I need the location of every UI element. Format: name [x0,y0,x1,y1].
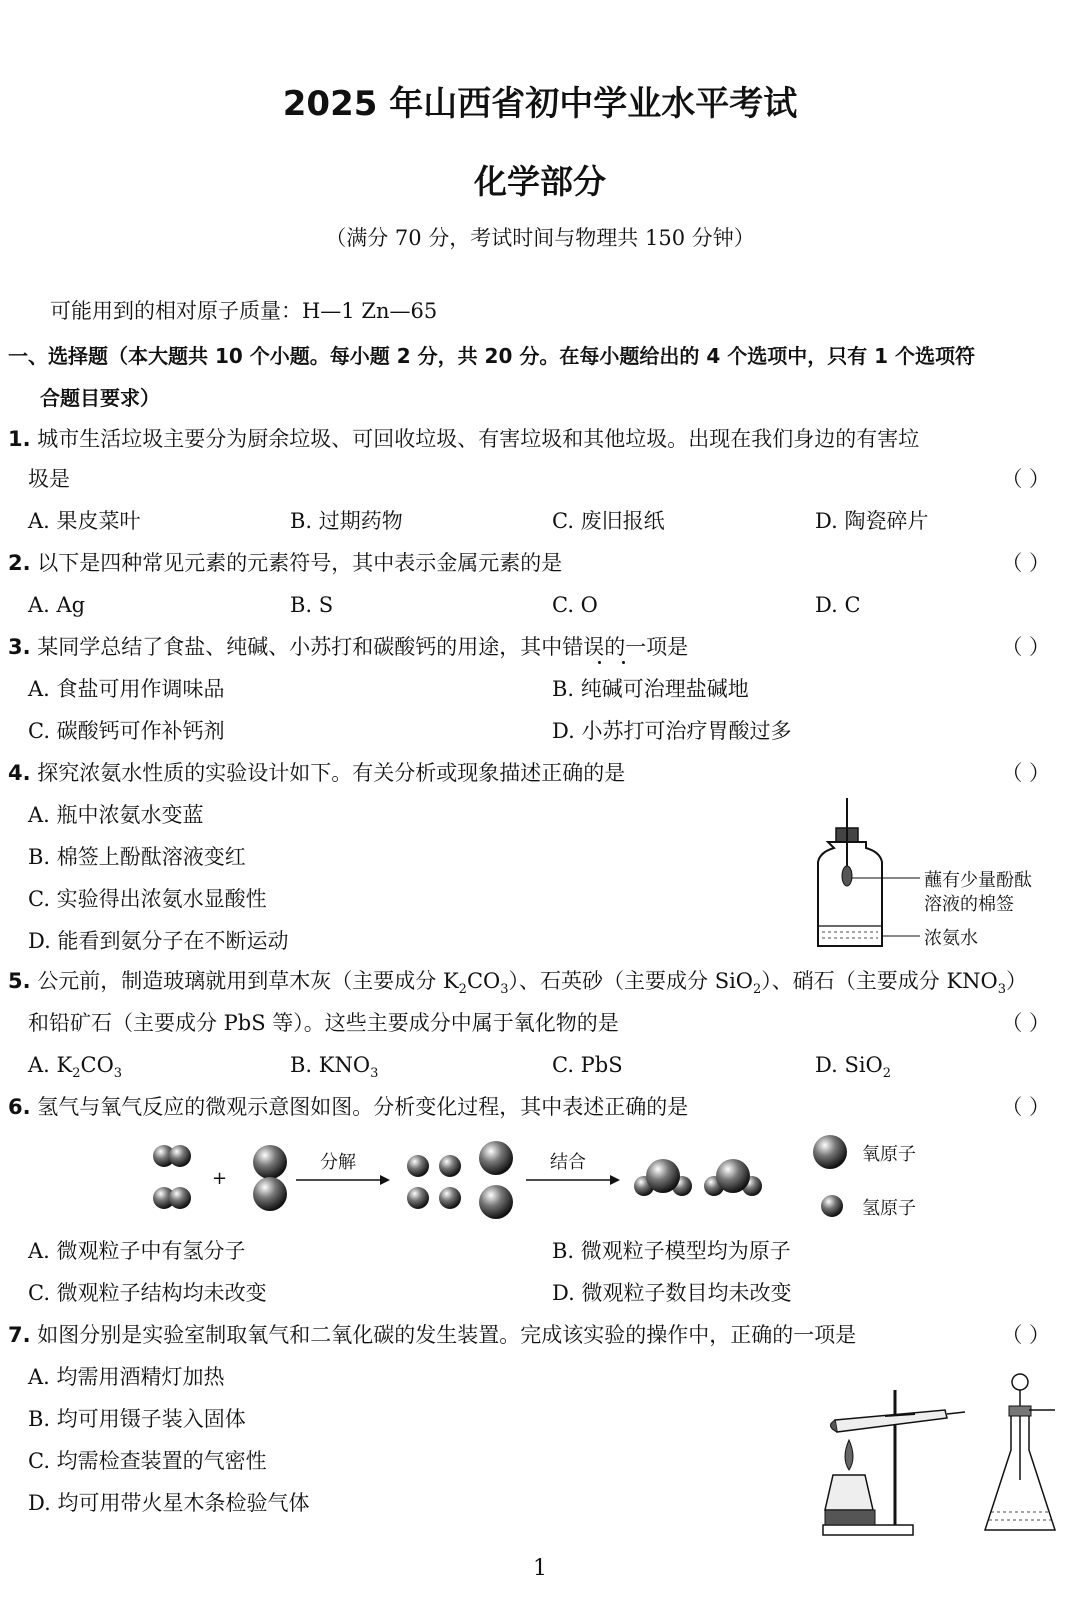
q5-option-a-text: A. K [28,1053,73,1077]
arrow-label-decompose: 分解 [320,1152,356,1173]
water-molecule-icon [704,1159,762,1196]
q5-option-a-text: CO [80,1053,114,1077]
q5-stem-part: ） [1006,969,1028,993]
subscript: 3 [113,1066,123,1082]
emphasis-dot [622,661,625,664]
oxygen-molecule-icon [253,1145,287,1211]
q3-option-a: A. 食盐可用作调味品 [28,677,225,701]
q4-option-d: D. 能看到氨分子在不断运动 [28,929,289,953]
fig-label-swab-2: 溶液的棉签 [924,894,1014,915]
q4-number: 4. [8,761,31,785]
q6-option-c: C. 微观粒子结构均未改变 [28,1281,267,1305]
arrow-head-icon [380,1175,390,1185]
water-molecule-icon [634,1159,692,1196]
q3-option-c: C. 碳酸钙可作补钙剂 [28,719,225,743]
emphasis-dot [598,661,601,664]
gas-apparatus-figure [815,1370,1065,1545]
reaction-diagram [140,1128,940,1228]
q5-option-a [28,1050,122,1089]
q3-answer-paren: （ ） [1001,635,1050,659]
hydrogen-atom-icon [821,1195,843,1217]
q2-option-a: A. Ag [28,593,86,617]
q1-option-d: D. 陶瓷碎片 [815,509,929,533]
subscript: 2 [458,982,467,998]
bottle-icon [818,798,920,946]
exam-subtitle: 化学部分 [474,162,606,201]
q1-option-c: C. 废旧报纸 [552,509,665,533]
q7-option-c: C. 均需检查装置的气密性 [28,1449,267,1473]
q1-stem: 城市生活垃圾主要分为厨余垃圾、可回收垃圾、有害垃圾和其他垃圾。出现在我们身边的有害垃 [37,427,920,451]
q4-option-c: C. 实验得出浓氨水显酸性 [28,887,267,911]
q6-stem: 氢气与氧气反应的微观示意图如图。分析变化过程，其中表述正确的是 [37,1095,689,1119]
q5-stem-cont: 和铅矿石（主要成分 PbS 等）。这些主要成分中属于氧化物的是 [28,1011,619,1035]
fig-label-swab-1: 蘸有少量酚酞 [924,870,1032,891]
q3-number: 3. [8,635,31,659]
q5-option-d [815,1050,891,1089]
q2-answer-paren: （ ） [1001,551,1050,575]
hydrogen-molecule-icon [153,1187,191,1209]
q4-stem: 探究浓氨水性质的实验设计如下。有关分析或现象描述正确的是 [37,761,626,785]
q7-option-b: B. 均可用镊子装入固体 [28,1407,246,1431]
q6-answer-paren: （ ） [1001,1095,1050,1119]
conical-flask-icon [985,1374,1055,1530]
q5-number: 5. [8,969,31,993]
q4-answer-paren: （ ） [1001,761,1050,785]
q7-option-d: D. 均可用带火星木条检验气体 [28,1491,310,1515]
q5-option-d-text: D. SiO [815,1053,883,1077]
arrow-label-combine: 结合 [550,1152,586,1173]
subscript: 2 [882,1066,892,1082]
section1-line1: 一、选择题（本大题共 10 个小题。每小题 2 分，共 20 分。在每小题给出的 4 个选项中，只有 1 个选项符 [8,344,976,368]
q7-number: 7. [8,1323,31,1347]
subscript: 2 [72,1066,81,1082]
q5-answer-paren: （ ） [1001,1011,1050,1035]
q4-option-a: A. 瓶中浓氨水变蓝 [28,803,204,827]
q6-option-a: A. 微观粒子中有氢分子 [28,1239,246,1263]
exam-note: （满分 70 分，考试时间与物理共 150 分钟） [325,226,755,250]
q7-answer-paren: （ ） [1001,1323,1050,1347]
subscript: 3 [370,1066,379,1082]
exam-title: 2025 年山西省初中学业水平考试 [282,84,798,124]
q3-option-b: B. 纯碱可治理盐碱地 [552,677,749,701]
section1-line2: 合题目要求） [40,386,160,410]
q7-option-a: A. 均需用酒精灯加热 [28,1365,225,1389]
q5-option-b [290,1050,378,1089]
subscript: 3 [997,982,1007,998]
page-number: 1 [533,1556,547,1581]
legend-oxygen: 氧原子 [862,1144,916,1165]
q2-option-d: D. C [815,593,861,617]
q4-option-b: B. 棉签上酚酞溶液变红 [28,845,246,869]
legend-hydrogen: 氢原子 [862,1198,916,1219]
subscript: 3 [500,982,509,998]
ammonia-bottle-figure [810,796,1070,956]
q1-answer-paren: （ ） [1001,467,1050,491]
q5-stem-part: ）、石英砂（主要成分 SiO [508,969,754,993]
q1-option-a: A. 果皮菜叶 [28,509,141,533]
q7-stem: 如图分别是实验室制取氧气和二氧化碳的发生装置。完成该实验的操作中，正确的一项是 [37,1323,857,1347]
q6-number: 6. [8,1095,31,1119]
q1-option-b: B. 过期药物 [290,509,403,533]
q3-option-d: D. 小苏打可治疗胃酸过多 [552,719,792,743]
fig-label-ammonia: 浓氨水 [924,928,978,949]
hydrogen-molecule-icon [153,1145,191,1167]
arrow-head-icon [610,1175,620,1185]
q2-stem: 以下是四种常见元素的元素符号，其中表示金属元素的是 [37,551,563,575]
q5-option-c: C. PbS [552,1053,623,1077]
oxygen-atom-icon [813,1135,847,1169]
plus-sign: + [212,1168,228,1189]
separated-atoms-icon [407,1141,513,1219]
subscript: 2 [753,982,762,998]
q2-number: 2. [8,551,31,575]
q2-option-c: C. O [552,593,598,617]
q3-stem: 某同学总结了食盐、纯碱、小苏打和碳酸钙的用途，其中错误的一项是 [37,635,689,659]
heating-apparatus-icon [823,1390,965,1535]
q5-stem-part: ）、硝石（主要成分 KNO [761,969,998,993]
q6-option-b: B. 微观粒子模型均为原子 [552,1239,791,1263]
q1-stem-cont: 圾是 [28,467,70,491]
q5-stem-part: CO [466,969,501,993]
atomic-mass: 可能用到的相对原子质量：H—1 Zn—65 [50,299,438,323]
q1-number: 1. [8,427,31,451]
q6-option-d: D. 微观粒子数目均未改变 [552,1281,792,1305]
q5-option-b-text: B. KNO [290,1053,371,1077]
q2-option-b: B. S [290,593,334,617]
q5-stem-part: 公元前，制造玻璃就用到草木灰（主要成分 K [37,969,459,993]
